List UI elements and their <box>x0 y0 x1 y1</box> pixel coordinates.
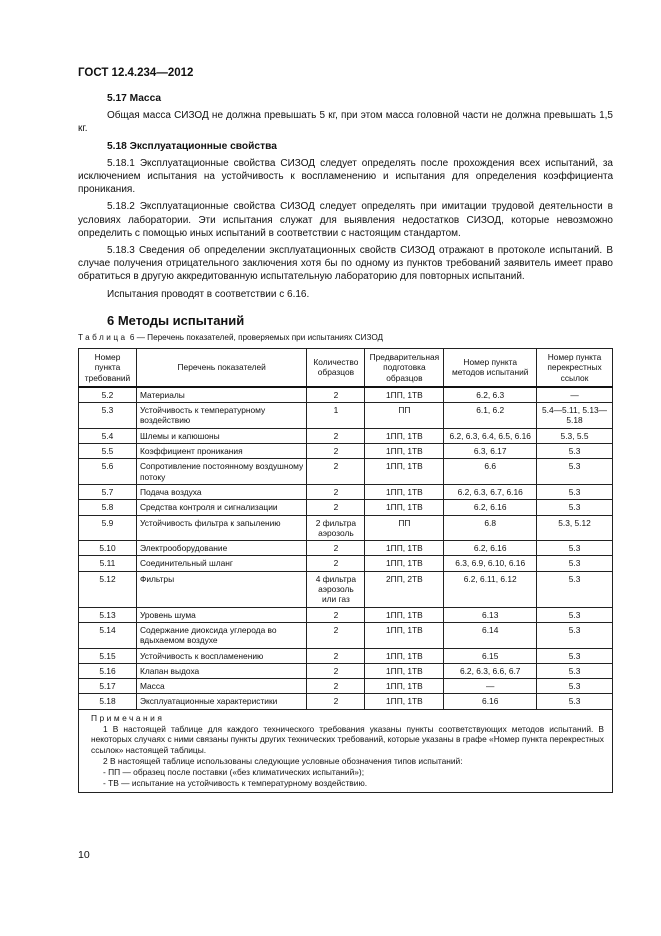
cell-crossref: 5.3 <box>537 622 613 648</box>
table-row <box>79 694 613 709</box>
cell-clause: 5.6 <box>79 459 137 485</box>
cell-crossref: 5.3 <box>537 556 613 571</box>
cell-preconditioning: 1ПП, 1ТВ <box>365 428 444 443</box>
cell-parameter: Фильтры <box>136 571 306 607</box>
cell-parameter: Материалы <box>136 387 306 403</box>
cell-preconditioning: 1ПП, 1ТВ <box>365 679 444 694</box>
cell-clause: 5.7 <box>79 484 137 499</box>
cell-method: 6.16 <box>444 694 537 709</box>
table-row <box>79 459 613 485</box>
document-body <box>78 92 613 327</box>
section-5-17-title: 5.17 Масса <box>107 93 162 104</box>
cell-preconditioning: 1ПП, 1ТВ <box>365 694 444 709</box>
cell-preconditioning: 1ПП, 1ТВ <box>365 607 444 622</box>
cell-method: 6.2, 6.3, 6.6, 6.7 <box>444 663 537 678</box>
cell-method: 6.13 <box>444 607 537 622</box>
cell-parameter: Шлемы и капюшоны <box>136 428 306 443</box>
cell-parameter: Клапан выдоха <box>136 663 306 678</box>
cell-parameter: Электрооборудование <box>136 541 306 556</box>
paragraph-test-reference: Испытания проводят в соответствии с 6.16. <box>107 288 310 300</box>
header-sample-count: Количество образцов <box>307 349 365 387</box>
cell-clause: 5.16 <box>79 663 137 678</box>
cell-method: 6.3, 6.17 <box>444 444 537 459</box>
cell-crossref: 5.3, 5.12 <box>537 515 613 541</box>
cell-samples: 2 <box>307 387 365 403</box>
cell-samples: 4 фильтра аэрозоль или газ <box>307 571 365 607</box>
table-row <box>79 556 613 571</box>
cell-crossref: 5.3 <box>537 500 613 515</box>
cell-clause: 5.3 <box>79 403 137 429</box>
cell-preconditioning: 1ПП, 1ТВ <box>365 500 444 515</box>
cell-crossref: 5.3, 5.5 <box>537 428 613 443</box>
cell-crossref: 5.3 <box>537 694 613 709</box>
cell-samples: 2 <box>307 500 365 515</box>
header-parameters: Перечень показателей <box>136 349 306 387</box>
cell-crossref: 5.3 <box>537 541 613 556</box>
cell-method: 6.6 <box>444 459 537 485</box>
cell-parameter: Эксплуатационные характеристики <box>136 694 306 709</box>
table-row <box>79 428 613 443</box>
cell-crossref: 5.3 <box>537 484 613 499</box>
page-number: 10 <box>78 849 90 861</box>
cell-clause: 5.9 <box>79 515 137 541</box>
cell-method: 6.2, 6.16 <box>444 541 537 556</box>
cell-preconditioning: 1ПП, 1ТВ <box>365 663 444 678</box>
cell-parameter: Сопротивление постоянному воздушному потоку <box>136 459 306 485</box>
cell-preconditioning: ПП <box>365 403 444 429</box>
cell-parameter: Средства контроля и сигнализации <box>136 500 306 515</box>
cell-parameter: Соединительный шланг <box>136 556 306 571</box>
cell-parameter: Содержание диоксида углерода во вдыхаемом воздухе <box>136 622 306 648</box>
cell-method: 6.2, 6.3 <box>444 387 537 403</box>
paragraph-5-18-2: 5.18.2 Эксплуатационные свойства СИЗОД следует определять при имитации трудовой деятельности в условиях лаборатории. Эти испытания служат для выявления недостатков СИЗОД, которые невозможно определить с помощью иных испытаний в соответствии с настоящим стандартом. <box>78 201 613 239</box>
cell-preconditioning: 1ПП, 1ТВ <box>365 459 444 485</box>
cell-crossref: 5.3 <box>537 679 613 694</box>
cell-crossref: 5.3 <box>537 459 613 485</box>
cell-preconditioning: ПП <box>365 515 444 541</box>
table-row <box>79 541 613 556</box>
cell-samples: 2 <box>307 663 365 678</box>
section-5-17-text: Общая масса СИЗОД не должна превышать 5 кг, при этом масса головной части не должна превышать 1,5 кг. <box>78 110 613 135</box>
cell-preconditioning: 1ПП, 1ТВ <box>365 622 444 648</box>
cell-method: 6.2, 6.3, 6.4, 6.5, 6.16 <box>444 428 537 443</box>
table-row <box>79 679 613 694</box>
cell-samples: 2 <box>307 607 365 622</box>
note-pp-definition: - ПП — образец после поставки («без климатических испытаний»); <box>103 766 365 777</box>
cell-samples: 2 <box>307 541 365 556</box>
cell-method: 6.8 <box>444 515 537 541</box>
cell-parameter: Устойчивость к воспламенению <box>136 648 306 663</box>
cell-preconditioning: 1ПП, 1ТВ <box>365 387 444 403</box>
cell-clause: 5.18 <box>79 694 137 709</box>
cell-parameter: Устойчивость к температурному воздействию <box>136 403 306 429</box>
cell-parameter: Коэффициент проникания <box>136 444 306 459</box>
header-cross-reference: Номер пункта перекрестных ссылок <box>537 349 613 387</box>
table-row <box>79 571 613 607</box>
cell-parameter: Уровень шума <box>136 607 306 622</box>
cell-samples: 2 фильтра аэрозоль <box>307 515 365 541</box>
cell-crossref: 5.3 <box>537 444 613 459</box>
table-header-row <box>79 349 613 387</box>
cell-preconditioning: 1ПП, 1ТВ <box>365 648 444 663</box>
cell-samples: 2 <box>307 428 365 443</box>
cell-method: 6.15 <box>444 648 537 663</box>
cell-clause: 5.15 <box>79 648 137 663</box>
table-row <box>79 444 613 459</box>
note-2: 2 В настоящей таблице использованы следующие условные обозначения типов испытаний: <box>103 755 463 766</box>
cell-crossref: 5.4—5.11, 5.13—5.18 <box>537 403 613 429</box>
cell-preconditioning: 1ПП, 1ТВ <box>365 556 444 571</box>
table-caption-label: Таблица <box>78 333 128 342</box>
cell-method: 6.2, 6.16 <box>444 500 537 515</box>
header-requirement-clause: Номер пункта требований <box>79 349 137 387</box>
table-row <box>79 484 613 499</box>
table-caption <box>78 333 383 342</box>
cell-method: 6.14 <box>444 622 537 648</box>
cell-clause: 5.10 <box>79 541 137 556</box>
cell-crossref: 5.3 <box>537 648 613 663</box>
cell-preconditioning: 1ПП, 1ТВ <box>365 444 444 459</box>
cell-method: — <box>444 679 537 694</box>
test-parameters-table <box>78 348 613 793</box>
section-5-18-title: 5.18 Эксплуатационные свойства <box>107 140 277 152</box>
cell-crossref: 5.3 <box>537 571 613 607</box>
table-caption-text: 6 — Перечень показателей, проверяемых при испытаниях СИЗОД <box>129 333 384 342</box>
table-row <box>79 622 613 648</box>
cell-preconditioning: 1ПП, 1ТВ <box>365 541 444 556</box>
table-row <box>79 663 613 678</box>
cell-preconditioning: 1ПП, 1ТВ <box>365 484 444 499</box>
table-row <box>79 403 613 429</box>
table-row <box>79 648 613 663</box>
cell-method: 6.2, 6.3, 6.7, 6.16 <box>444 484 537 499</box>
table-notes <box>79 709 613 793</box>
paragraph-5-18-1: 5.18.1 Эксплуатационные свойства СИЗОД следует определять после прохождения всех испытаний, за исключением испытания на устойчивость к воспламенению и испытания для определения коэффициента проникания. <box>78 157 613 196</box>
cell-parameter: Масса <box>136 679 306 694</box>
table-row <box>79 387 613 403</box>
paragraph-5-18-3: 5.18.3 Сведения об определении эксплуатационных свойств СИЗОД отражают в протоколе испытаний. В случае получения отрицательного заключения хотя бы по одному из пунктов требований заявитель имеет право обратиться в другую аккредитованную испытательную лабораторию для повторных испытаний. <box>78 245 613 283</box>
cell-crossref: 5.3 <box>537 607 613 622</box>
cell-clause: 5.17 <box>79 679 137 694</box>
cell-parameter: Устойчивость фильтра к запылению <box>136 515 306 541</box>
cell-samples: 2 <box>307 648 365 663</box>
cell-preconditioning: 2ПП, 2ТВ <box>365 571 444 607</box>
cell-clause: 5.13 <box>79 607 137 622</box>
header-test-method-clause: Номер пункта методов испытаний <box>444 349 537 387</box>
cell-crossref: 5.3 <box>537 663 613 678</box>
cell-samples: 2 <box>307 622 365 648</box>
cell-clause: 5.12 <box>79 571 137 607</box>
notes-title: Примечания <box>91 712 165 723</box>
header-preconditioning: Предварительная подготовка образцов <box>365 349 444 387</box>
cell-clause: 5.5 <box>79 444 137 459</box>
cell-parameter: Подача воздуха <box>136 484 306 499</box>
cell-crossref: — <box>537 387 613 403</box>
cell-samples: 2 <box>307 556 365 571</box>
cell-samples: 2 <box>307 679 365 694</box>
cell-samples: 2 <box>307 444 365 459</box>
cell-method: 6.1, 6.2 <box>444 403 537 429</box>
cell-clause: 5.8 <box>79 500 137 515</box>
table-row <box>79 515 613 541</box>
cell-clause: 5.14 <box>79 622 137 648</box>
table-row <box>79 500 613 515</box>
note-tv-definition: - ТВ — испытание на устойчивость к температурному воздействию. <box>103 777 368 788</box>
cell-samples: 2 <box>307 694 365 709</box>
document-header: ГОСТ 12.4.234—2012 <box>78 67 194 79</box>
cell-samples: 2 <box>307 484 365 499</box>
cell-samples: 2 <box>307 459 365 485</box>
cell-clause: 5.4 <box>79 428 137 443</box>
section-6-title: 6 Методы испытаний <box>107 312 245 328</box>
cell-clause: 5.11 <box>79 556 137 571</box>
cell-method: 6.2, 6.11, 6.12 <box>444 571 537 607</box>
cell-clause: 5.2 <box>79 387 137 403</box>
note-1: 1 В настоящей таблице для каждого технического требования указаны пункты соответствующих методов испытаний. В некоторых случаях с ними связаны пункты других технических требований, которые указаны в графе «Номер пункта перекрестных ссылок» настоящей таблицы. <box>91 723 604 756</box>
cell-method: 6.3, 6.9, 6.10, 6.16 <box>444 556 537 571</box>
cell-samples: 1 <box>307 403 365 429</box>
table-row <box>79 607 613 622</box>
